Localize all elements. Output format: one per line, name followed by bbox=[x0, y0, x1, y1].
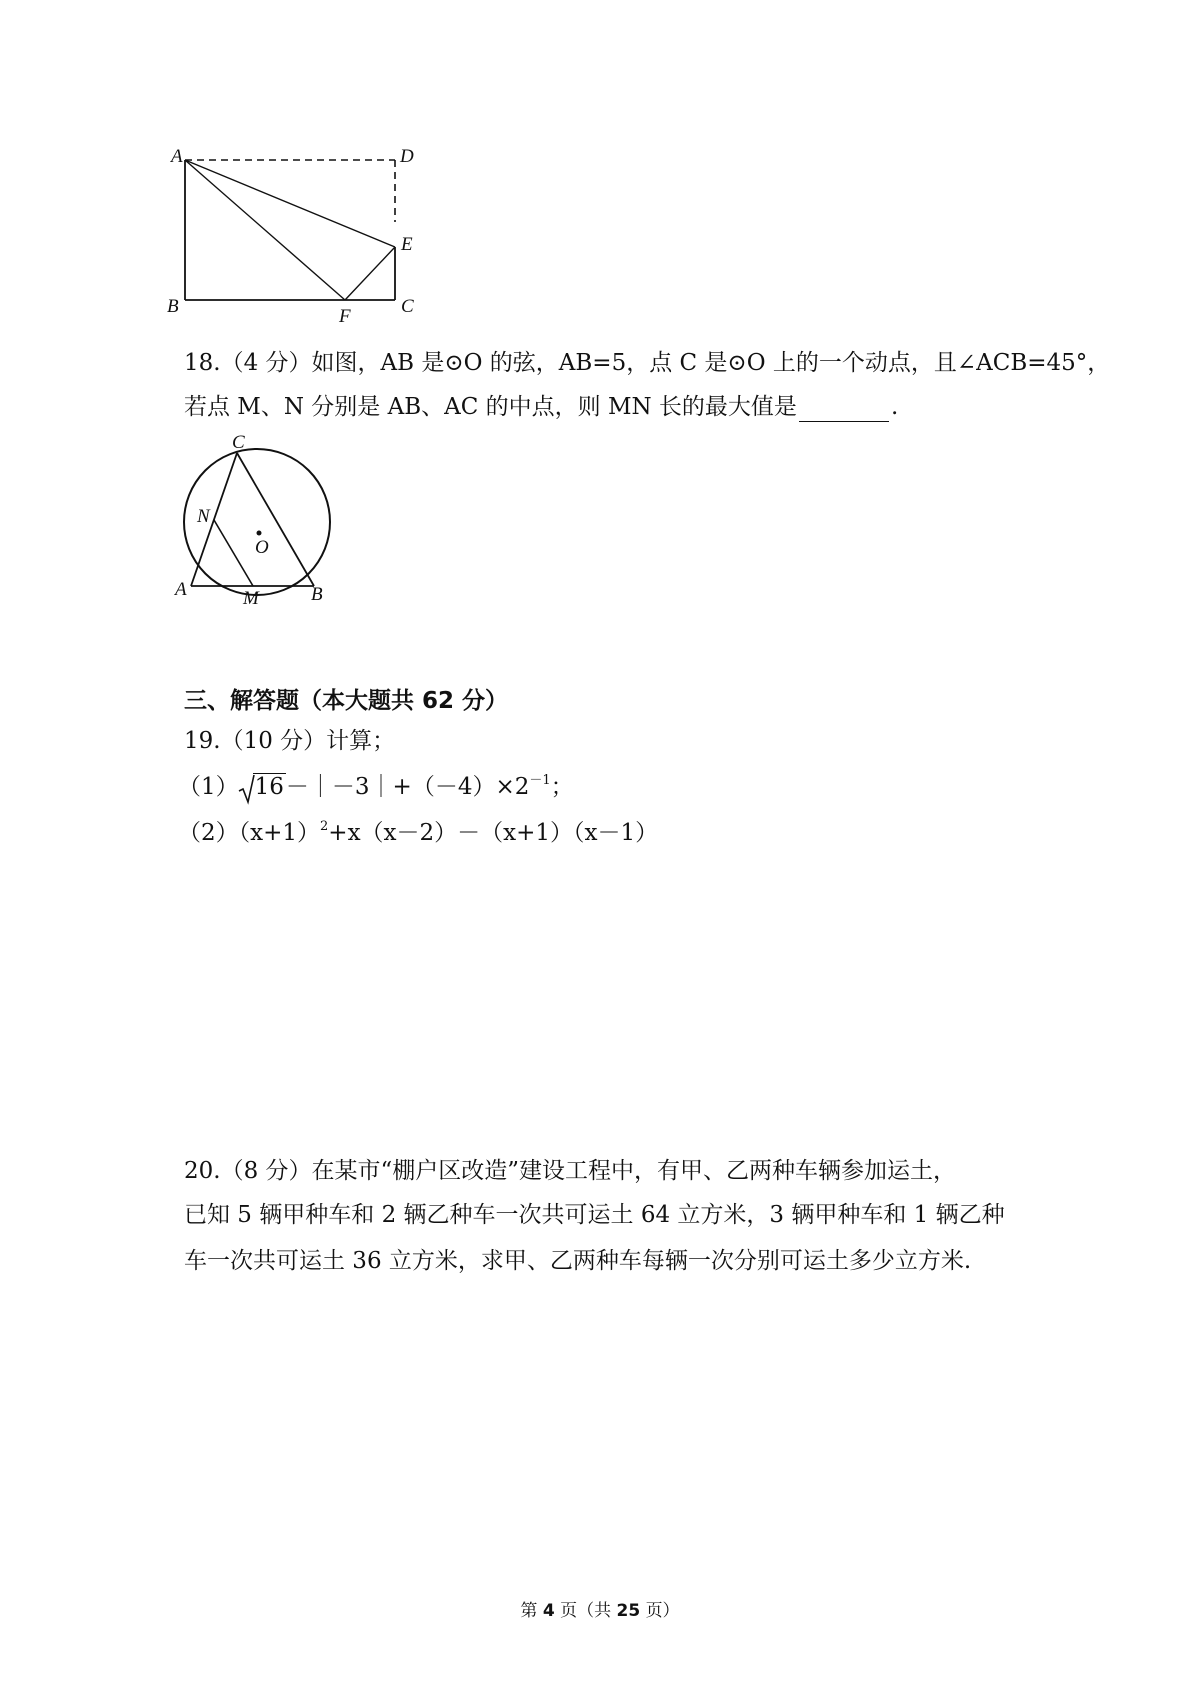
label-d: D bbox=[400, 146, 414, 167]
q18-line1: 18.（4 分）如图，AB 是⊙O 的弦，AB=5，点 C 是⊙O 上的一个动点，且∠ACB=45°， bbox=[184, 350, 1111, 376]
q18-line2-end: . bbox=[890, 394, 899, 420]
q19-part2-b: +x（x－2）－（x+1）（x－1） bbox=[328, 820, 659, 846]
q20-line2: 已知 5 辆甲种车和 2 辆乙种车一次共可运土 64 立方米，3 辆甲种车和 1 辆乙种 bbox=[184, 1202, 1005, 1228]
q19-part1-end: ； bbox=[550, 774, 574, 800]
page-footer bbox=[0, 1596, 1200, 1621]
label-b2: B bbox=[311, 584, 323, 605]
radicand: 16 bbox=[254, 774, 284, 800]
q19-part1-rest: －｜－3｜+（－4）×2 bbox=[285, 774, 530, 800]
q19-part2 bbox=[178, 818, 658, 848]
segment-cb bbox=[237, 453, 314, 586]
segment-af bbox=[185, 160, 345, 300]
label-a: A bbox=[171, 146, 183, 167]
q18-line2-text: 若点 M、N 分别是 AB、AC 的中点，则 MN 长的最大值是 bbox=[184, 394, 797, 420]
footer-total-pages: 25 bbox=[616, 1601, 641, 1621]
sqrt-sign bbox=[239, 772, 286, 802]
answer-blank bbox=[799, 399, 889, 422]
q19-part1 bbox=[178, 772, 574, 802]
label-c: C bbox=[401, 296, 414, 317]
section-heading: 三、解答题（本大题共 62 分） bbox=[184, 688, 509, 714]
footer-prefix: 第 bbox=[520, 1601, 538, 1621]
label-n: N bbox=[197, 506, 210, 527]
footer-page-number: 4 bbox=[542, 1601, 555, 1621]
q19-part2-a: （2）（x+1） bbox=[178, 820, 321, 846]
label-f: F bbox=[339, 306, 351, 327]
segment-ef bbox=[345, 247, 395, 300]
q18-line2 bbox=[184, 392, 898, 422]
label-a2: A bbox=[175, 579, 187, 600]
q19-title: 19.（10 分）计算； bbox=[184, 728, 396, 754]
label-m: M bbox=[243, 588, 259, 609]
rectangle-figure bbox=[167, 146, 435, 327]
circle-figure bbox=[175, 432, 345, 607]
label-o: O bbox=[255, 537, 269, 558]
center-dot bbox=[257, 531, 262, 536]
footer-suffix: 页） bbox=[645, 1601, 680, 1621]
label-e: E bbox=[401, 234, 413, 255]
q19-part2-exponent: 2 bbox=[320, 819, 329, 834]
segment-ae bbox=[185, 160, 395, 247]
q20-line1: 20.（8 分）在某市“棚户区改造”建设工程中，有甲、乙两种车辆参加运土， bbox=[184, 1158, 957, 1184]
segment-mn bbox=[214, 520, 253, 586]
label-b: B bbox=[167, 296, 179, 317]
q20-line3: 车一次共可运土 36 立方米，求甲、乙两种车每辆一次分别可运土多少立方米. bbox=[184, 1248, 972, 1274]
q19-part1-exponent: －1 bbox=[529, 773, 551, 788]
label-c2: C bbox=[232, 432, 245, 453]
q19-part1-prefix: （1） bbox=[178, 774, 239, 800]
footer-middle: 页（共 bbox=[560, 1601, 612, 1621]
